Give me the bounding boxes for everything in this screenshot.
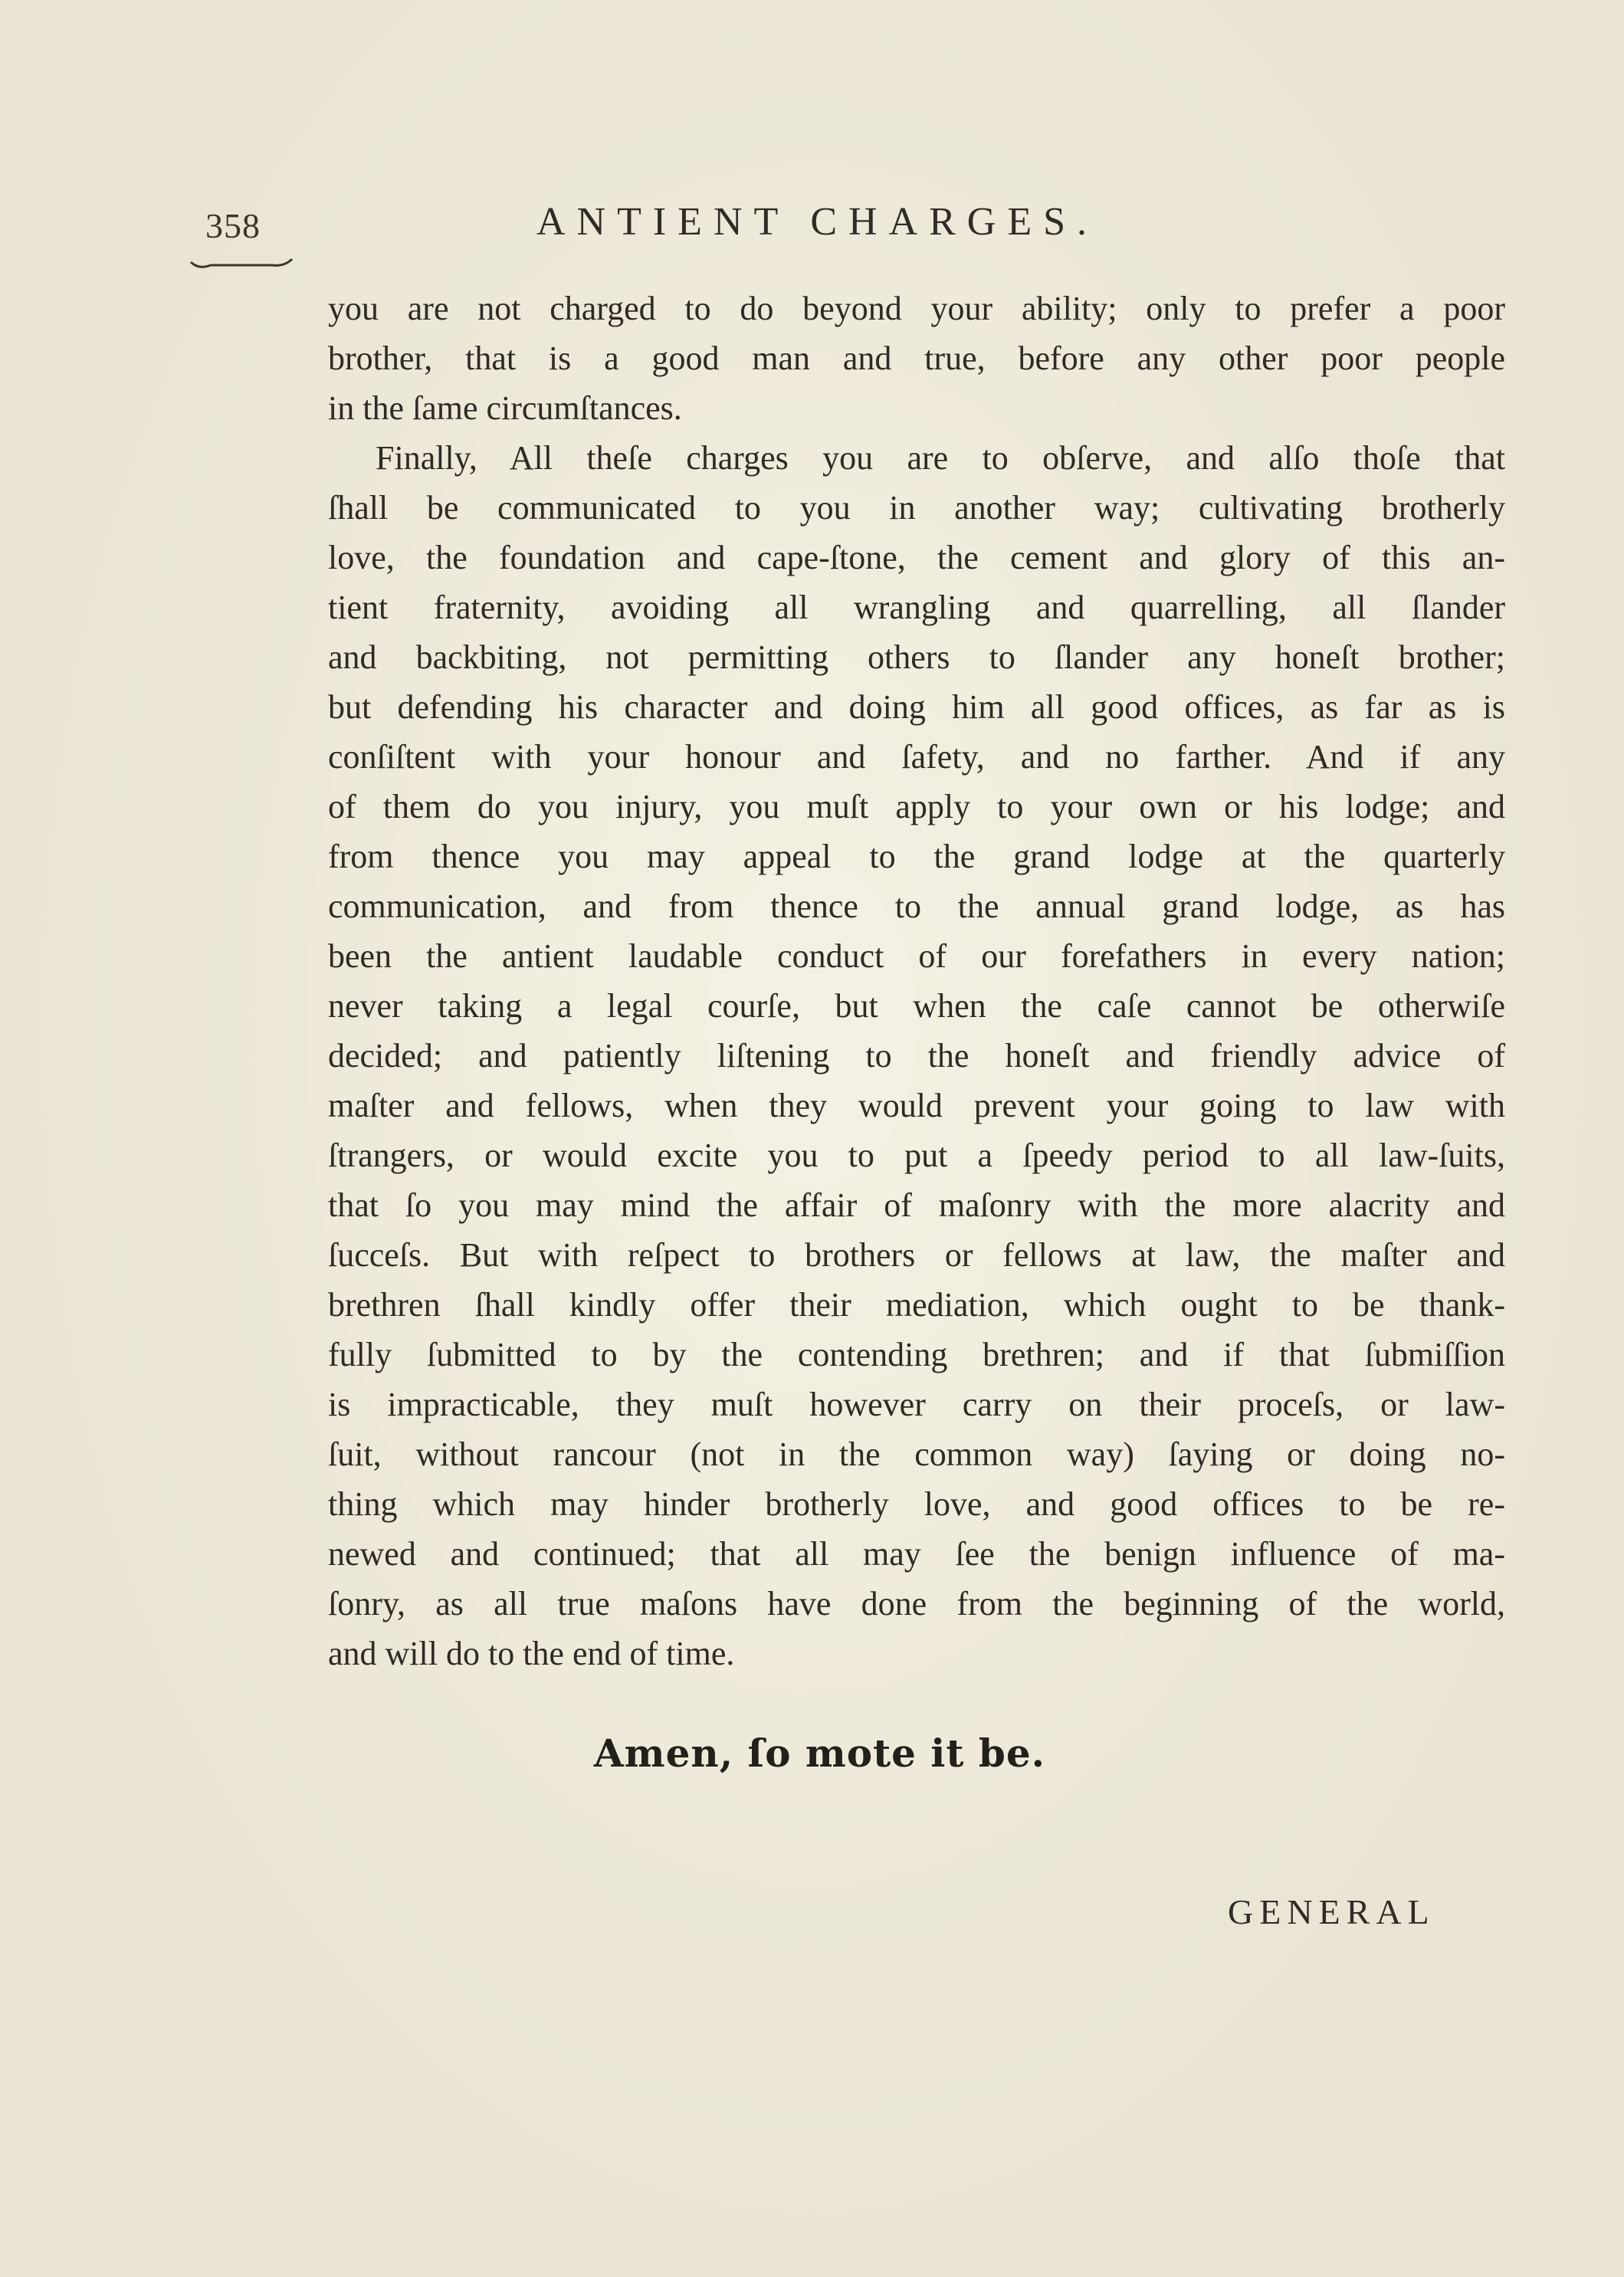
text-line: thing which may hinder brotherly love, and good offices to be re- <box>328 1485 1505 1523</box>
closing-line: Amen, ſo mote it be. <box>593 1731 1046 1776</box>
text-line: that ſo you may mind the affair of maſonry with the more alacrity and <box>328 1186 1505 1224</box>
text-line: of them do you injury, you muſt apply to your own or his lodge; and <box>328 788 1505 825</box>
text-line: love, the foundation and cape-ſtone, the cement and glory of this an- <box>328 539 1505 576</box>
text-line: maſter and fellows, when they would prevent your going to law with <box>328 1087 1505 1124</box>
text-line: ſhall be communicated to you in another way; cultivating brotherly <box>328 489 1505 527</box>
text-line: and backbiting, not permitting others to ſlander any honeſt brother; <box>328 638 1505 676</box>
catchword: GENERAL <box>1228 1892 1435 1931</box>
text-line: conſiſtent with your honour and ſafety, and no farther. And if any <box>328 738 1505 776</box>
text-line: tient fraternity, avoiding all wrangling and quarrelling, all ſlander <box>328 589 1505 626</box>
text-line: you are not charged to do beyond your ability; only to prefer a poor <box>328 290 1505 327</box>
text-line: from thence you may appeal to the grand lodge at the quarterly <box>328 838 1505 875</box>
text-line: ſonry, as all true maſons have done from the beginning of the world, <box>328 1585 1505 1622</box>
text-line: but defending his character and doing him all good offices, as far as is <box>328 688 1505 726</box>
text-line: newed and continued; that all may ſee the benign influence of ma- <box>328 1535 1505 1573</box>
page-number-flourish-icon <box>188 256 295 273</box>
text-line: brethren ſhall kindly offer their mediation, which ought to be thank- <box>328 1286 1505 1324</box>
text-line: ſucceſs. But with reſpect to brothers or fellows at law, the maſter and <box>328 1236 1505 1274</box>
body-text <box>328 284 1505 1678</box>
text-line: and will do to the end of time. <box>328 1635 735 1672</box>
text-line: fully ſubmitted to by the contending brethren; and if that ſubmiſſion <box>328 1336 1505 1373</box>
text-line: never taking a legal courſe, but when the caſe cannot be otherwiſe <box>328 987 1505 1025</box>
text-line: in the ſame circumſtances. <box>328 389 682 427</box>
text-line: decided; and patiently liſtening to the honeſt and friendly advice of <box>328 1037 1505 1075</box>
text-line: is impracticable, they muſt however carry on their proceſs, or law- <box>328 1386 1505 1423</box>
text-line: Finally, All theſe charges you are to obſerve, and alſo thoſe that <box>376 439 1505 477</box>
text-line: brother, that is a good man and true, before any other poor people <box>328 340 1505 377</box>
text-line: been the antient laudable conduct of our forefathers in every nation; <box>328 937 1505 975</box>
text-line: ſtrangers, or would excite you to put a ſpeedy period to all law-ſuits, <box>328 1137 1505 1174</box>
text-line: ſuit, without rancour (not in the common way) ſaying or doing no- <box>328 1435 1505 1473</box>
page-number: 358 <box>205 206 261 245</box>
running-head: ANTIENT CHARGES. <box>536 200 1099 244</box>
text-line: communication, and from thence to the annual grand lodge, as has <box>328 888 1505 925</box>
